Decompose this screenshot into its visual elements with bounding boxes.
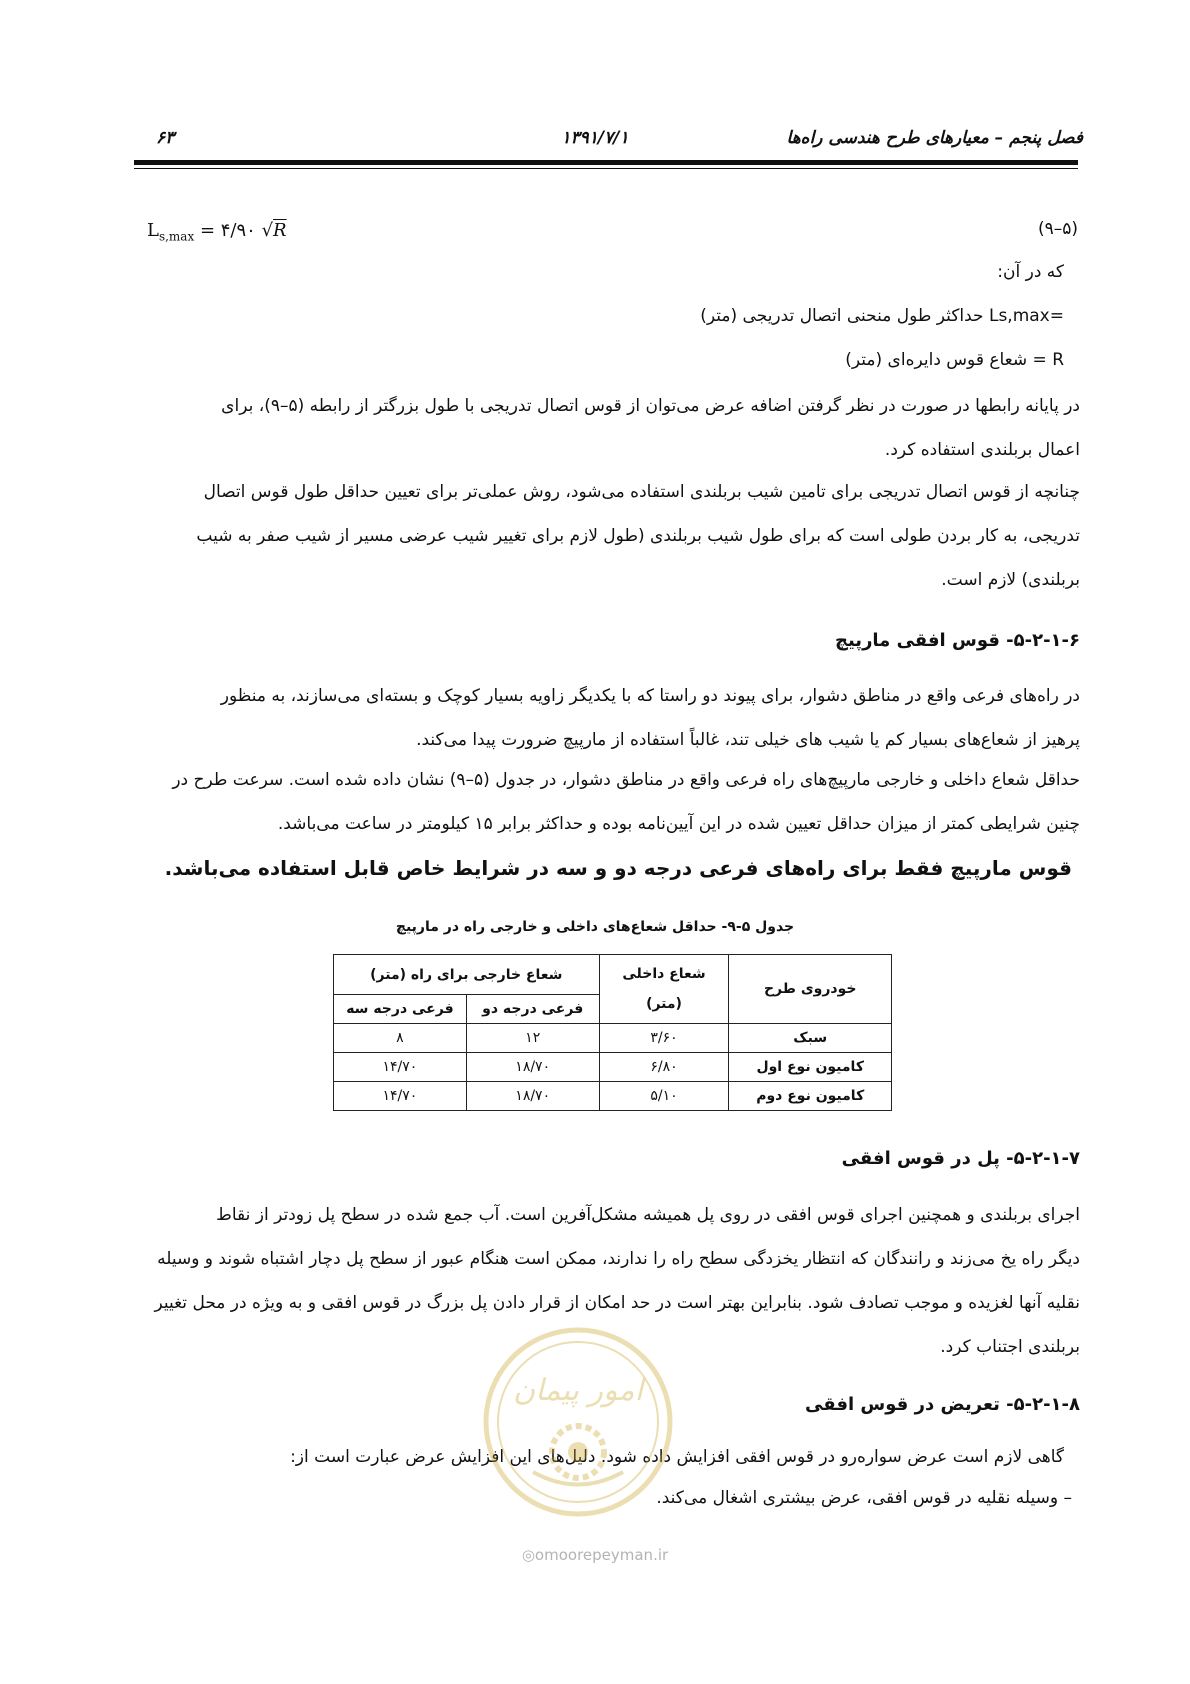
- spiral-radius-table: [333, 954, 892, 1111]
- equation-var: R: [273, 220, 287, 241]
- watermark-logo-icon: ◎: [521, 1546, 535, 1564]
- radical-sign: √: [261, 220, 274, 241]
- section-heading-spiral: ۵-۲-۱-۶- قوس افقی مارپیچ: [834, 630, 1080, 651]
- cell-grade-3: ۱۴/۷۰: [334, 1082, 467, 1111]
- paragraph-4-line-2: چنین شرایطی کمتر از میزان حداقل تعیین شده در این آیین‌نامه بوده و حداکثر برابر ۱۵ کیلومتر در ساعت می‌باشد.: [277, 814, 1080, 834]
- paragraph-5-line-1: اجرای بربلندی و همچنین اجرای قوس افقی در روی پل همیشه مشکل‌آفرین است. آب جمع شده در سطح پل زودتر از نقاط: [216, 1205, 1080, 1225]
- definition-ls-max: =Ls,max حداکثر طول منحنی اتصال تدریجی (متر): [700, 306, 1064, 326]
- equation: [147, 220, 287, 244]
- paragraph-3-line-2: پرهیز از شعاع‌های بسیار کم یا شیب های خیلی تند، غالباً استفاده از مارپیچ ضرورت پیدا می‌کند.: [416, 730, 1080, 750]
- equation-lhs: L: [147, 220, 159, 241]
- header-inner-radius-label: شعاع داخلی: [622, 966, 706, 982]
- cell-grade-2: ۱۸/۷۰: [466, 1082, 599, 1111]
- paragraph-6: گاهی لازم است عرض سواره‌رو در قوس افقی افزایش داده شود. دلیل‌های این افزایش عرض عبارت است از:: [290, 1447, 1064, 1467]
- bullet-1: – وسیله نقلیه در قوس افقی، عرض بیشتری اشغال می‌کند.: [656, 1488, 1072, 1508]
- table-row: [334, 1082, 892, 1111]
- header-vehicle: خودروی طرح: [729, 955, 892, 1024]
- definition-r: R = شعاع قوس دایره‌ای (متر): [845, 350, 1064, 370]
- cell-vehicle: کامیون نوع دوم: [729, 1082, 892, 1111]
- watermark-url: [0, 1546, 1190, 1564]
- bold-note: قوس مارپیچ فقط برای راه‌های فرعی درجه دو و سه در شرایط خاص قابل استفاده می‌باشد.: [164, 856, 1072, 880]
- paragraph-5-line-4: بربلندی اجتناب کرد.: [940, 1337, 1080, 1357]
- paragraph-2-line-2: تدریجی، به کار بردن طولی است که برای طول شیب بربلندی (طول لازم برای تغییر شیب عرضی مسیر از شیب صفر به شیب: [196, 526, 1080, 546]
- cell-grade-2: ۱۲: [466, 1024, 599, 1053]
- paragraph-4: [140, 758, 1080, 846]
- cell-inner: ۵/۱۰: [599, 1082, 729, 1111]
- header-grade-2: فرعی درجه دو: [466, 995, 599, 1024]
- cell-vehicle: کامیون نوع اول: [729, 1053, 892, 1082]
- table-row: [334, 1053, 892, 1082]
- cell-grade-2: ۱۸/۷۰: [466, 1053, 599, 1082]
- page-number: ۶۳: [156, 128, 175, 148]
- paragraph-1-line-1: در پایانه رابطها در صورت در نظر گرفتن اضافه عرض می‌توان از قوس اتصال تدریجی با طول بزرگتر از رابطه (۵–۹)، برای: [221, 396, 1080, 416]
- chapter-title: فصل پنجم – معیارهای طرح هندسی راه‌ها: [786, 128, 1083, 148]
- paragraph-2-line-3: بربلندی) لازم است.: [941, 570, 1080, 590]
- header-rule-thick: [134, 160, 1078, 165]
- paragraph-3: [140, 674, 1080, 762]
- header-outer-radius: شعاع خارجی برای راه (متر): [334, 955, 600, 995]
- equation-number: (۵–۹): [1037, 219, 1078, 239]
- paragraph-1-line-2: اعمال بربلندی استفاده کرد.: [884, 440, 1080, 460]
- header-inner-radius: [599, 955, 729, 1024]
- cell-inner: ۳/۶۰: [599, 1024, 729, 1053]
- cell-inner: ۶/۸۰: [599, 1053, 729, 1082]
- paragraph-1: [140, 384, 1080, 472]
- paragraph-4-line-1: حداقل شعاع داخلی و خارجی مارپیچ‌های راه فرعی واقع در مناطق دشوار، در جدول (۵–۹) نشان داده شده است. سرعت طرح در: [172, 770, 1080, 790]
- equation-rhs: = ۴/۹۰: [194, 220, 262, 241]
- watermark-seal-text: امور پیمان: [513, 1373, 643, 1408]
- cell-grade-3: ۸: [334, 1024, 467, 1053]
- cell-grade-3: ۱۴/۷۰: [334, 1053, 467, 1082]
- section-heading-bridge: ۵-۲-۱-۷- پل در قوس افقی: [841, 1148, 1080, 1169]
- header-grade-3: فرعی درجه سه: [334, 995, 467, 1024]
- paragraph-5-line-2: دیگر راه یخ می‌زند و رانندگان که انتظار یخزدگی سطح راه را ندارند، ممکن است هنگام عبور از سطح پل دچار اشتباه شوند و وسیله: [157, 1249, 1080, 1269]
- header-rule-thin: [134, 168, 1078, 169]
- table-row: [334, 1024, 892, 1053]
- watermark-url-text: omoorepeyman.ir: [534, 1546, 669, 1564]
- equation-lhs-sub: s,max: [158, 229, 195, 244]
- header-inner-radius-unit: (متر): [646, 996, 682, 1012]
- paragraph-3-line-1: در راه‌های فرعی واقع در مناطق دشوار، برای پیوند دو راستا که با یکدیگر زاویه بسیار کوچک و بسته‌ای می‌سازند، به منظور: [220, 686, 1080, 706]
- table-caption: جدول ۵-۹- حداقل شعاع‌های داخلی و خارجی راه در مارپیچ: [395, 919, 795, 935]
- defs-intro: که در آن:: [997, 262, 1064, 282]
- paragraph-2: [140, 470, 1080, 602]
- section-heading-widening: ۵-۲-۱-۸- تعریض در قوس افقی: [805, 1394, 1080, 1415]
- paragraph-5-line-3: نقلیه آنها لغزیده و موجب تصادف شود. بنابراین بهتر است در حد امکان از قرار دادن پل بزرگ در قوس افقی و به ویژه در محل تغییر: [154, 1293, 1080, 1313]
- cell-vehicle: سبک: [729, 1024, 892, 1053]
- header-date: ۱۳۹۱/۷/۱: [561, 128, 629, 148]
- watermark-seal: [478, 1322, 678, 1522]
- paragraph-2-line-1: چنانچه از قوس اتصال تدریجی برای تامین شیب بربلندی استفاده می‌شود، روش عملی‌تر برای تعیین حداقل طول قوس اتصال: [203, 482, 1080, 502]
